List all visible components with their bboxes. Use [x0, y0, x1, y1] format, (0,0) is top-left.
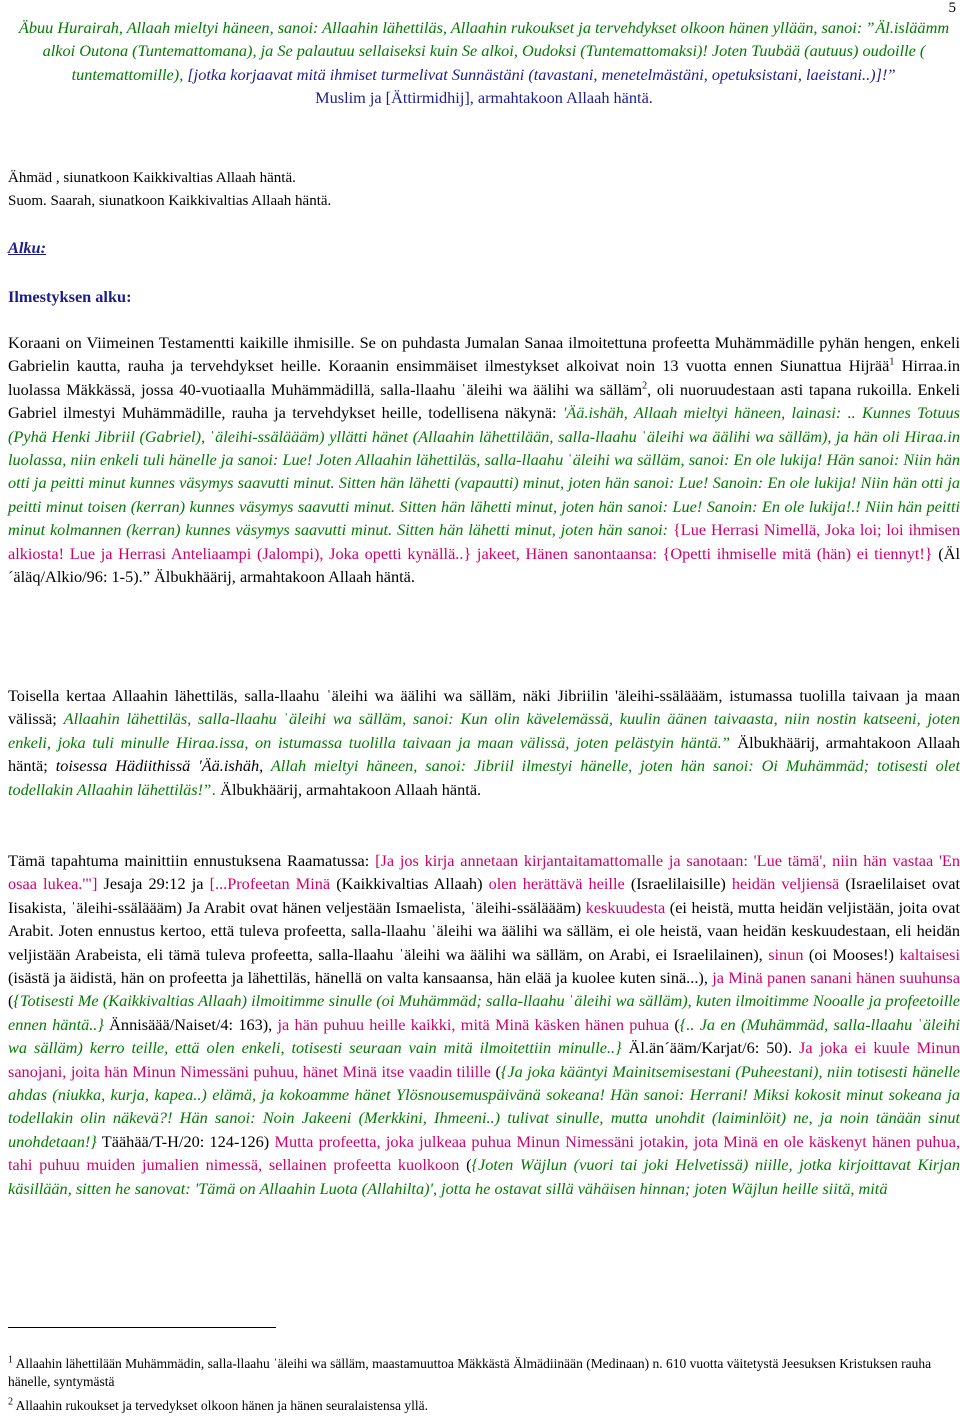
page-number: 5 — [948, 0, 956, 16]
hadith-bracket: [jotka korjaavat mitä ihmiset turmelivat Sunnästäni (tavastani, menetelmästäni, opetuksistani, laeistani..)]!ˮ — [187, 64, 897, 84]
opening-hadith — [8, 16, 960, 110]
footnote-2: $^2$ Allaahin rukoukset ja tervedykset olkoon hänen ja hänen seuralaistensa yllä. — [8, 1396, 428, 1413]
paragraph-3: Tämä tapahtuma mainittiin ennustuksena Raamatussa: [Ja jos kirja annetaan kirjantaitamattomalle ja sanotaan: 'Lue tämä', niin hän vastaa 'En osaa lukea.'"] Jesaja 29:12 ja [...Profeetan Minä (Kaikkivaltias Allaah) olen herättävä heille (Israelilaisille) heidän veljiensä (Israelilaiset ovat Iisakista, ˈäleihi-ssäläääm) Ja Arabit ovat hänen veljestään Ismaelista, ˈäleihi-ssäläääm) keskuudesta (ei heistä, mutta heidän veljistään, joita ovat Arabit. Joten ennustus kertoo, että tuleva profeetta, salla-llaahu ˈäleihi wa äälihi wa sälläm, ei ole heistä, vaan heidän keskuudestaan, eli heidän veljistään Arabeista, eli tämä tuleva profeetta, salla-llaahu ˈäleihi wa äälihi wa sälläm, on Arabi, ei Israelilainen), sinun (oi Mooses!) kaltaisesi (isästä ja äidistä, hän on profeetta ja lähettiläs, hänellä on valta kansaansa, hän elää ja kuolee kuten sinä...), ja Minä panen sanani hänen suuhunsa ({Totisesti Me (Kaikkivaltias Allaah) ilmoitimme sinulle (oi Muhämmäd; salla-llaahu ˈäleihi wa sälläm), kuten ilmoitimme Nooalle ja profeetoille ennen häntä..} Ännisäää/Naiset/4: 163), ja hän puhuu heille kaikki, mitä Minä käsken hänen puhua ({.. Ja en (Muhämmäd, salla-llaahu ˈäleihi wa sälläm) kerro teille, että olen enkeli, totisesti seuraan vain mitä ilmoitettiin minulle..} Äl.än´ääm/Karjat/6: 50). Ja joka ei kuule Minun sanojani, joita hän Minun Nimessäni puhuu, hänet Minä itse vaadin tilille ({Ja joka kääntyi Mainitsemisestani (Puheestani), niin totisesti hänelle ahdas (niukka, kurja, kapea..) elämä, ja kokoamme hänet Ylösnousemuspäivänä sokeana! Hän sanoi: Herrani! Miksi kokosit minut sokeana ja todellakin olin näkevä?! Hän sanoi: Noin Jakeeni (Merkkini, Ihmeeni..) tulivat sinulle, mutta unohdit (laiminlöit) ne, ja noin tänään sinut unohdetaan!} Täähää/T-H/20: 124-126) Mutta profeetta, joka julkeaa puhua Minun Nimessäni jotakin, jota Minä en ole käskenyt hänen puhua, tahi puhuu muiden jumalien nimessä, sellainen profeetta kuolkoon ({Joten Wäjlun (vuori tai joki Helvetissä) niille, jotka kirjoittavat Kirjan käsillään, sitten he sanovat: 'Tämä on Allaahin Luota (Allahilta)', jotta he ostavat sillä vähäisen hinnan; joten Wäjlun heille siitä, mitä — [8, 851, 960, 1198]
note-ahmad: Ähmäd , siunatkoon Kaikkivaltias Allaah häntä. — [8, 170, 296, 186]
hadith-source: Muslim ja [Ättirmidhij], armahtakoon Allaah häntä. — [315, 88, 653, 108]
footnote-1: $^1$ Allaahin lähettilään Muhämmädin, salla-llaahu ˈäleihi wa sälläm, maastamuuttoa Mäkkästä Älmädiinään (Medinaan) n. 610 vuotta väitetystä Jeesuksen Kristuksen rauha hänelle, syntymästä — [8, 1354, 932, 1390]
hadith-text: Äbuu Hurairah, Allaah mieltyi häneen, sanoi: Allaahin lähettiläs, Allaahin rukoukset ja tervehdykset olkoon hänen yllään, sanoi: ˮÄl.isläämm alkoi Outona (Tuntemattomana), ja Se palautuu sellaiseksi kuin Se alkoi, Oudoksi (Tuntemattomaksi)! Joten Tuubää (autuus) oudoille ( tuntemattomille), — [18, 18, 950, 84]
paragraph-2: Toisella kertaa Allaahin lähettiläs, salla-llaahu ˈäleihi wa äälihi wa sälläm, näki Jibriilin 'äleihi-ssäläääm, istumassa tuolilla taivaan ja maan välissä; Allaahin lähettiläs, salla-llaahu ˈäleihi wa sälläm, sanoi: Kun olin kävelemässä, kuulin äänen taivaasta, niin nostin katseeni, joten enkeli, joka tuli minulle Hiraa.issa, on istumassa tuolilla taivaan ja maan välissä, joten pelästyin häntä.ˮ Älbukhäärij, armahtakoon Allaah häntä; toisessa Hädiithissä 'Ää.ishäh, Allah mieltyi häneen, sanoi: Jibriil ilmestyi hänelle, joten hän sanoi: Oi Muhämmäd; totisesti olet todellakin Allaahin lähettiläs!ˮ. Älbukhäärij, armahtakoon Allaah häntä. — [8, 686, 960, 799]
heading-alku: Alku: — [8, 238, 47, 257]
footnote-divider — [8, 1327, 276, 1328]
paragraph-1: Koraani on Viimeinen Testamentti kaikille ihmisille. Se on puhdasta Jumalan Sanaa ilmoitettuna profeetta Muhämmädille pyhän hengen, enkeli Gabrielin kautta, rauha ja tervehdykset heille. Koraanin ensimmäiset ilmestykset alkoivat noin 13 vuotta ennen Siunattua Hijrää$^1$ Hirraa.in luolassa Mäkkässä, jossa 40-vuotiaalla Muhämmädillä, salla-llaahu ˈäleihi wa äälihi wa sälläm$^2$, oli nuoruudestaan asti tapana rukoilla. Enkeli Gabriel ilmestyi Muhämmädille, rauha ja tervehdykset heille, todellisena näkynä: 'Ää.ishäh, Allaah mieltyi häneen, lainasi: .. Kunnes Totuus (Pyhä Henki Jibriil (Gabriel), ˈäleihi-ssäläääm) yllätti hänet (Allaahin lähettilään, salla-llaahu ˈäleihi wa äälihi wa sälläm), ja hän oli Hiraa.in luolassa, niin enkeli tuli hänelle ja sanoi: Lue! Joten Allaahin lähettiläs, salla-llaahu ˈäleihi wa sälläm, sanoi: En ole lukija! Hän sanoi: Niin hän otti ja peitti minut kunnes väsymys saavutti minut. Sitten hän lähetti (vapautti) minut, joten hän sanoi: Lue! Sanoin: En ole lukija! Niin hän otti ja peitti minut toisen (kerran) kunnes väsymys saavutti minut. Sitten hän lähetti minut, joten hän sanoi: Lue! Sanoin: En ole lukija!.! Niin hän peitti minut kolmannen (kerran) kunnes väsymys saavutti minut. Sitten hän lähetti minut, joten hän sanoi: {Lue Herrasi Nimellä, Joka loi; loi ihmisen alkiosta! Lue ja Herrasi Anteliaampi (Jalompi), Joka opetti kynällä..} jakeet, Hänen sanontaansa: {Opetti ihmiselle mitä (hän) ei tiennyt!} (Äl´äläq/Alkio/96: 1-5).ˮ Älbukhäärij, armahtakoon Allaah häntä. — [8, 333, 960, 587]
note-suom: Suom. Saarah, siunatkoon Kaikkivaltias Allaah häntä. — [8, 193, 332, 209]
heading-ilmestyksen: Ilmestyksen alku: — [8, 287, 132, 306]
